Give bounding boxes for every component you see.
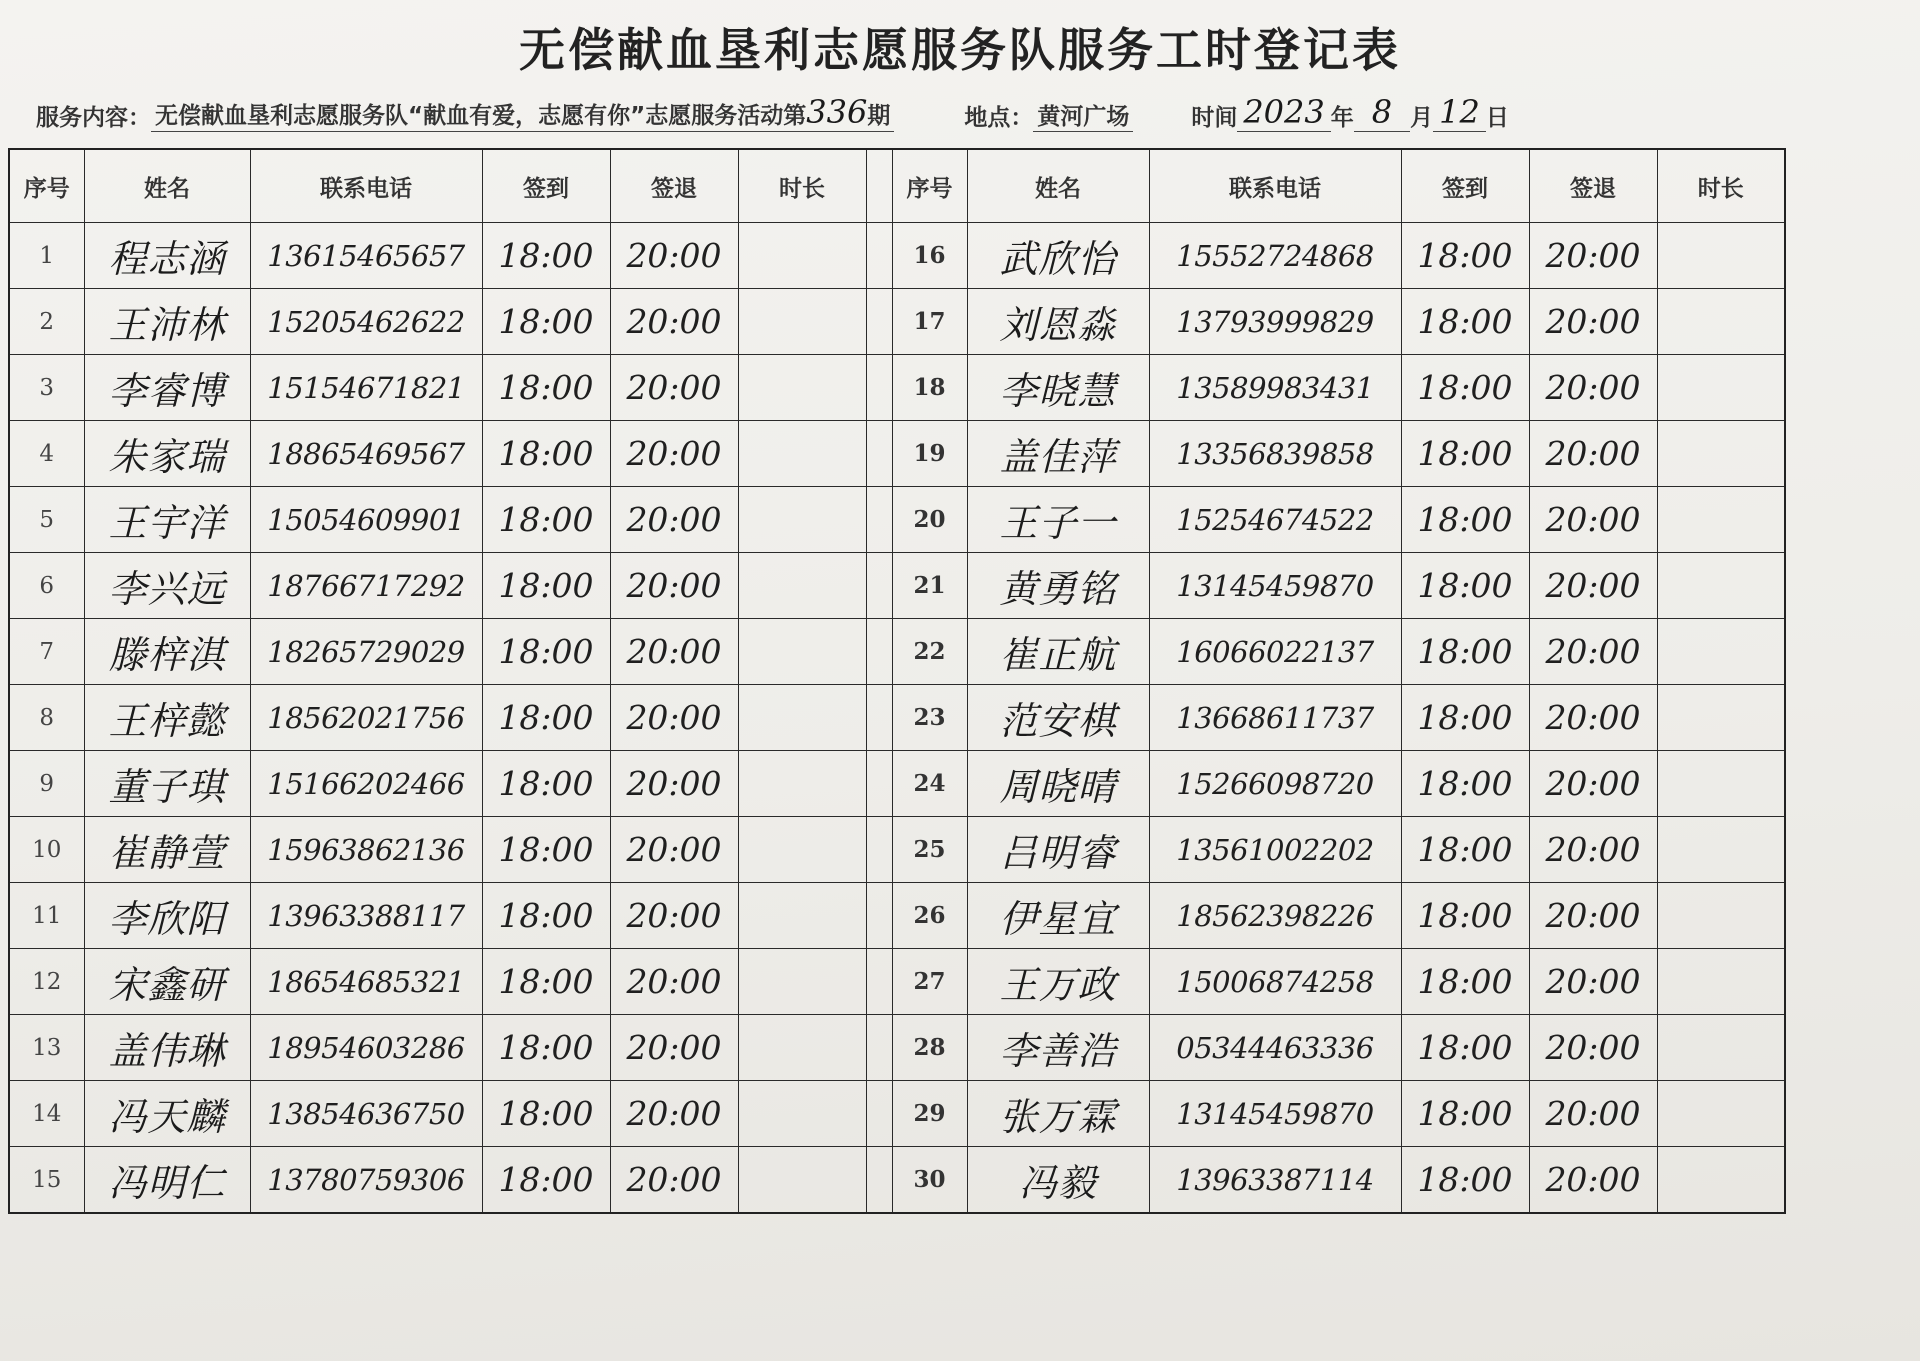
row-number-right: 16: [892, 223, 967, 289]
content-value: [151, 93, 894, 132]
check-in-time-right: 18:00: [1401, 487, 1529, 553]
check-in-time-right: 18:00: [1401, 817, 1529, 883]
table-header-row: [9, 149, 1785, 223]
phone-number-left: 18954603286: [250, 1015, 482, 1081]
duration-right: [1657, 685, 1785, 751]
column-gap: [866, 751, 892, 817]
check-out-time-right: 20:00: [1529, 817, 1657, 883]
check-in-time-right: 18:00: [1401, 883, 1529, 949]
column-gap: [866, 619, 892, 685]
duration-left: [738, 751, 866, 817]
check-in-time-right: 18:00: [1401, 355, 1529, 421]
header-checkin-left: 签到: [482, 149, 610, 223]
phone-number-right: 13963387114: [1149, 1147, 1401, 1214]
phone-number-right: 15552724868: [1149, 223, 1401, 289]
phone-number-left: 18654685321: [250, 949, 482, 1015]
time-label: 时间: [1191, 105, 1238, 131]
phone-number-left: 15963862136: [250, 817, 482, 883]
column-gap: [866, 421, 892, 487]
check-out-time-left: 20:00: [610, 1081, 738, 1147]
page-title: 无偿献血垦利志愿服务队服务工时登记表: [519, 23, 1401, 77]
phone-number-left: 18265729029: [250, 619, 482, 685]
phone-number-left: 15154671821: [250, 355, 482, 421]
check-in-time-right: 18:00: [1401, 289, 1529, 355]
volunteer-name-left: 冯天麟: [84, 1081, 250, 1147]
row-number-left: 13: [9, 1015, 84, 1081]
check-out-time-right: 20:00: [1529, 685, 1657, 751]
duration-left: [738, 685, 866, 751]
table-row: [9, 487, 1785, 553]
duration-right: [1657, 619, 1785, 685]
row-number-left: 11: [9, 883, 84, 949]
row-number-right: 23: [892, 685, 967, 751]
check-in-time-left: 18:00: [482, 289, 610, 355]
header-no-left: 序号: [9, 149, 84, 223]
volunteer-name-right: 李晓慧: [967, 355, 1149, 421]
check-in-time-left: 18:00: [482, 949, 610, 1015]
header-phone-right: 联系电话: [1149, 149, 1401, 223]
check-out-time-right: 20:00: [1529, 553, 1657, 619]
volunteer-name-left: 冯明仁: [84, 1147, 250, 1214]
table-row: [9, 289, 1785, 355]
volunteer-name-right: 崔正航: [967, 619, 1149, 685]
volunteer-name-right: 李善浩: [967, 1015, 1149, 1081]
year-value: 2023: [1237, 93, 1330, 132]
phone-number-left: 13780759306: [250, 1147, 482, 1214]
phone-number-left: 15054609901: [250, 487, 482, 553]
volunteer-name-left: 王宇洋: [84, 487, 250, 553]
duration-right: [1657, 1147, 1785, 1214]
check-out-time-right: 20:00: [1529, 1147, 1657, 1214]
phone-number-right: 05344463336: [1149, 1015, 1401, 1081]
content-value-a: 无偿献血垦利志愿服务队“献血有爱，志愿有你”志愿服务活动第: [155, 103, 807, 129]
check-out-time-left: 20:00: [610, 883, 738, 949]
phone-number-right: 13145459870: [1149, 1081, 1401, 1147]
duration-right: [1657, 355, 1785, 421]
column-gap: [866, 685, 892, 751]
duration-left: [738, 223, 866, 289]
duration-right: [1657, 421, 1785, 487]
check-in-time-right: 18:00: [1401, 949, 1529, 1015]
row-number-right: 27: [892, 949, 967, 1015]
check-out-time-left: 20:00: [610, 289, 738, 355]
check-out-time-right: 20:00: [1529, 949, 1657, 1015]
period-number: 336: [806, 93, 868, 131]
row-number-left: 1: [9, 223, 84, 289]
volunteer-name-right: 黄勇铭: [967, 553, 1149, 619]
phone-number-right: 13561002202: [1149, 817, 1401, 883]
phone-number-left: 15205462622: [250, 289, 482, 355]
row-number-right: 28: [892, 1015, 967, 1081]
check-in-time-left: 18:00: [482, 685, 610, 751]
duration-left: [738, 817, 866, 883]
row-number-right: 20: [892, 487, 967, 553]
year-label: 年: [1330, 105, 1354, 131]
header-no-right: 序号: [892, 149, 967, 223]
check-in-time-right: 18:00: [1401, 1081, 1529, 1147]
duration-right: [1657, 553, 1785, 619]
table-row: [9, 1015, 1785, 1081]
check-out-time-right: 20:00: [1529, 619, 1657, 685]
check-in-time-left: 18:00: [482, 553, 610, 619]
phone-number-right: 15266098720: [1149, 751, 1401, 817]
duration-left: [738, 553, 866, 619]
row-number-left: 2: [9, 289, 84, 355]
table-row: [9, 553, 1785, 619]
row-number-right: 19: [892, 421, 967, 487]
duration-right: [1657, 223, 1785, 289]
check-out-time-left: 20:00: [610, 487, 738, 553]
check-in-time-left: 18:00: [482, 883, 610, 949]
phone-number-left: 15166202466: [250, 751, 482, 817]
check-out-time-right: 20:00: [1529, 223, 1657, 289]
row-number-left: 10: [9, 817, 84, 883]
column-gap: [866, 817, 892, 883]
check-in-time-left: 18:00: [482, 1081, 610, 1147]
check-out-time-right: 20:00: [1529, 487, 1657, 553]
duration-left: [738, 883, 866, 949]
header-checkout-left: 签退: [610, 149, 738, 223]
row-number-left: 9: [9, 751, 84, 817]
header-duration-left: 时长: [738, 149, 866, 223]
check-in-time-right: 18:00: [1401, 751, 1529, 817]
check-out-time-left: 20:00: [610, 223, 738, 289]
phone-number-right: 13356839858: [1149, 421, 1401, 487]
table-row: [9, 883, 1785, 949]
table-row: [9, 355, 1785, 421]
row-number-right: 22: [892, 619, 967, 685]
row-number-left: 8: [9, 685, 84, 751]
duration-left: [738, 1081, 866, 1147]
phone-number-left: 18562021756: [250, 685, 482, 751]
header-name-right: 姓名: [967, 149, 1149, 223]
phone-number-left: 13854636750: [250, 1081, 482, 1147]
check-in-time-left: 18:00: [482, 1147, 610, 1214]
row-number-left: 5: [9, 487, 84, 553]
check-in-time-right: 18:00: [1401, 1015, 1529, 1081]
row-number-right: 26: [892, 883, 967, 949]
column-gap: [866, 355, 892, 421]
table-row: [9, 421, 1785, 487]
check-in-time-left: 18:00: [482, 487, 610, 553]
duration-right: [1657, 289, 1785, 355]
column-gap: [866, 553, 892, 619]
check-out-time-right: 20:00: [1529, 883, 1657, 949]
check-out-time-right: 20:00: [1529, 1015, 1657, 1081]
header-name-left: 姓名: [84, 149, 250, 223]
phone-number-right: 16066022137: [1149, 619, 1401, 685]
header-checkout-right: 签退: [1529, 149, 1657, 223]
check-out-time-left: 20:00: [610, 421, 738, 487]
day-value: 12: [1433, 93, 1486, 132]
duration-left: [738, 1015, 866, 1081]
header-duration-right: 时长: [1657, 149, 1785, 223]
volunteer-name-left: 朱家瑞: [84, 421, 250, 487]
row-number-right: 24: [892, 751, 967, 817]
check-out-time-right: 20:00: [1529, 289, 1657, 355]
phone-number-right: 13589983431: [1149, 355, 1401, 421]
volunteer-name-left: 王沛林: [84, 289, 250, 355]
check-in-time-right: 18:00: [1401, 1147, 1529, 1214]
row-number-right: 18: [892, 355, 967, 421]
check-in-time-right: 18:00: [1401, 553, 1529, 619]
column-gap: [866, 1147, 892, 1214]
phone-number-right: 13668611737: [1149, 685, 1401, 751]
column-gap: [866, 289, 892, 355]
volunteer-name-right: 刘恩淼: [967, 289, 1149, 355]
column-gap: [866, 1015, 892, 1081]
check-out-time-right: 20:00: [1529, 421, 1657, 487]
phone-number-left: 18766717292: [250, 553, 482, 619]
volunteer-name-right: 王万政: [967, 949, 1149, 1015]
check-out-time-right: 20:00: [1529, 751, 1657, 817]
volunteer-name-right: 张万霖: [967, 1081, 1149, 1147]
table-row: [9, 685, 1785, 751]
location-label: 地点：: [964, 105, 1034, 131]
check-in-time-left: 18:00: [482, 355, 610, 421]
row-number-left: 7: [9, 619, 84, 685]
table-row: [9, 751, 1785, 817]
content-label: 服务内容：: [36, 105, 151, 131]
check-out-time-left: 20:00: [610, 751, 738, 817]
check-out-time-left: 20:00: [610, 619, 738, 685]
check-out-time-left: 20:00: [610, 817, 738, 883]
column-gap: [866, 149, 892, 223]
phone-number-left: 18865469567: [250, 421, 482, 487]
table-row: [9, 223, 1785, 289]
table-row: [9, 949, 1785, 1015]
duration-right: [1657, 883, 1785, 949]
service-info-line: [36, 92, 1860, 132]
check-out-time-right: 20:00: [1529, 1081, 1657, 1147]
duration-right: [1657, 1015, 1785, 1081]
phone-number-right: 13145459870: [1149, 553, 1401, 619]
check-in-time-right: 18:00: [1401, 223, 1529, 289]
location-value: 黄河广场: [1033, 98, 1133, 132]
volunteer-name-right: 盖佳萍: [967, 421, 1149, 487]
phone-number-left: 13615465657: [250, 223, 482, 289]
check-in-time-left: 18:00: [482, 619, 610, 685]
volunteer-name-left: 董子琪: [84, 751, 250, 817]
month-label: 月: [1410, 105, 1434, 131]
column-gap: [866, 949, 892, 1015]
volunteer-name-left: 程志涵: [84, 223, 250, 289]
check-out-time-right: 20:00: [1529, 355, 1657, 421]
check-out-time-left: 20:00: [610, 1147, 738, 1214]
volunteer-name-right: 武欣怡: [967, 223, 1149, 289]
volunteer-name-left: 李睿博: [84, 355, 250, 421]
check-in-time-left: 18:00: [482, 817, 610, 883]
column-gap: [866, 487, 892, 553]
phone-number-right: 18562398226: [1149, 883, 1401, 949]
check-out-time-left: 20:00: [610, 949, 738, 1015]
check-in-time-left: 18:00: [482, 223, 610, 289]
check-in-time-left: 18:00: [482, 421, 610, 487]
check-out-time-left: 20:00: [610, 355, 738, 421]
phone-number-right: 13793999829: [1149, 289, 1401, 355]
duration-right: [1657, 1081, 1785, 1147]
volunteer-name-left: 王梓懿: [84, 685, 250, 751]
day-label: 日: [1485, 105, 1509, 131]
row-number-right: 29: [892, 1081, 967, 1147]
duration-right: [1657, 487, 1785, 553]
row-number-right: 30: [892, 1147, 967, 1214]
column-gap: [866, 223, 892, 289]
check-in-time-left: 18:00: [482, 751, 610, 817]
volunteer-name-left: 盖伟琳: [84, 1015, 250, 1081]
header-phone-left: 联系电话: [250, 149, 482, 223]
check-in-time-right: 18:00: [1401, 421, 1529, 487]
volunteer-name-right: 周晓晴: [967, 751, 1149, 817]
duration-right: [1657, 949, 1785, 1015]
row-number-right: 17: [892, 289, 967, 355]
volunteer-name-left: 崔静萱: [84, 817, 250, 883]
row-number-left: 14: [9, 1081, 84, 1147]
volunteer-name-left: 宋鑫研: [84, 949, 250, 1015]
table-row: [9, 1147, 1785, 1214]
duration-left: [738, 1147, 866, 1214]
row-number-right: 25: [892, 817, 967, 883]
volunteer-name-right: 伊星宜: [967, 883, 1149, 949]
header-checkin-right: 签到: [1401, 149, 1529, 223]
check-out-time-left: 20:00: [610, 1015, 738, 1081]
month-value: 8: [1354, 93, 1410, 132]
duration-left: [738, 487, 866, 553]
check-out-time-left: 20:00: [610, 685, 738, 751]
content-value-b: 期: [867, 103, 891, 129]
volunteer-name-right: 王子一: [967, 487, 1149, 553]
volunteer-name-right: 范安棋: [967, 685, 1149, 751]
volunteer-name-right: 冯毅: [967, 1147, 1149, 1214]
row-number-left: 15: [9, 1147, 84, 1214]
check-in-time-left: 18:00: [482, 1015, 610, 1081]
table-row: [9, 619, 1785, 685]
row-number-left: 6: [9, 553, 84, 619]
volunteer-name-right: 吕明睿: [967, 817, 1149, 883]
row-number-left: 3: [9, 355, 84, 421]
row-number-right: 21: [892, 553, 967, 619]
duration-left: [738, 355, 866, 421]
duration-left: [738, 949, 866, 1015]
duration-left: [738, 421, 866, 487]
phone-number-right: 15254674522: [1149, 487, 1401, 553]
table-row: [9, 1081, 1785, 1147]
volunteer-name-left: 李欣阳: [84, 883, 250, 949]
column-gap: [866, 883, 892, 949]
phone-number-right: 15006874258: [1149, 949, 1401, 1015]
duration-left: [738, 619, 866, 685]
volunteer-name-left: 李兴远: [84, 553, 250, 619]
row-number-left: 12: [9, 949, 84, 1015]
phone-number-left: 13963388117: [250, 883, 482, 949]
volunteer-name-left: 滕梓淇: [84, 619, 250, 685]
volunteer-hours-table: [8, 148, 1786, 1214]
column-gap: [866, 1081, 892, 1147]
table-row: [9, 817, 1785, 883]
duration-left: [738, 289, 866, 355]
check-in-time-right: 18:00: [1401, 619, 1529, 685]
check-out-time-left: 20:00: [610, 553, 738, 619]
duration-right: [1657, 751, 1785, 817]
duration-right: [1657, 817, 1785, 883]
row-number-left: 4: [9, 421, 84, 487]
check-in-time-right: 18:00: [1401, 685, 1529, 751]
